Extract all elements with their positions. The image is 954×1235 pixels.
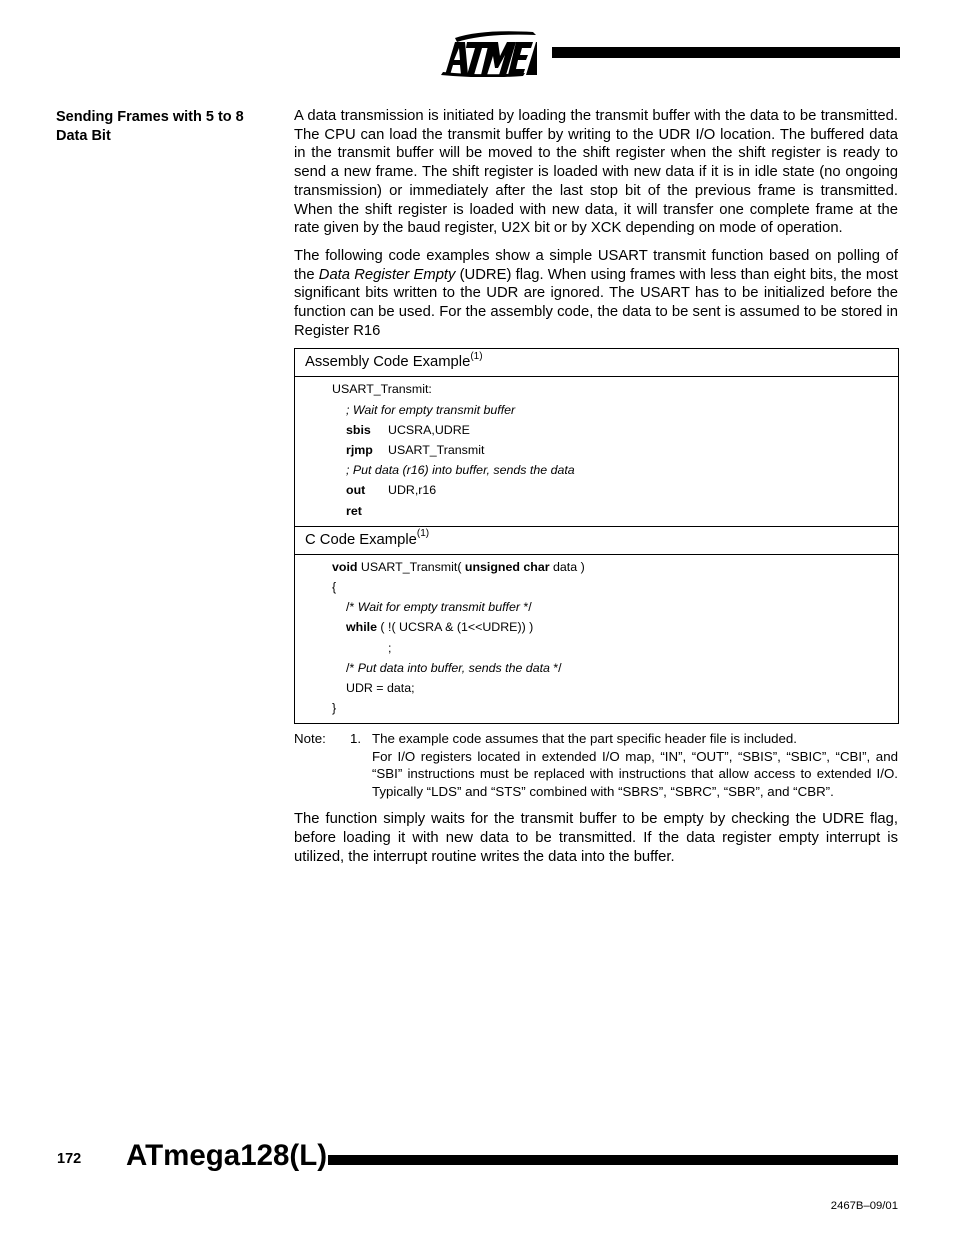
asm-operands: USART_Transmit: [388, 443, 485, 457]
asm-operands: UCSRA,UDRE: [388, 422, 470, 437]
assembly-footnote-ref: (1): [470, 350, 483, 362]
assembly-example-title: [295, 349, 898, 377]
c-comment-text: Put data into buffer, sends the data: [357, 660, 554, 675]
c-parameter: data ): [549, 559, 585, 574]
atmel-logo-icon: [441, 29, 537, 77]
c-comment: [295, 597, 898, 617]
c-code-block: [295, 555, 898, 724]
c-while-condition: ( !( UCSRA & (1<<UDRE)) ): [376, 620, 534, 635]
asm-instruction: [295, 501, 898, 521]
asm-comment: ; Put data (r16) into buffer, sends the data: [346, 463, 575, 478]
c-title-text: C Code Example: [305, 531, 417, 548]
note-line: The example code assumes that the part specific header file is included.: [372, 731, 797, 747]
footer-rule: [328, 1155, 898, 1165]
c-close-brace: }: [332, 701, 337, 716]
note-text: [372, 730, 898, 800]
c-keyword: void: [332, 559, 358, 574]
document-code: 2467B–09/01: [830, 1200, 898, 1212]
paragraph-code-intro: [294, 247, 898, 341]
paragraph-code-intro-emphasis: Data Register Empty: [318, 266, 456, 283]
c-function-name: USART_Transmit(: [357, 559, 465, 574]
note-label: Note:: [294, 731, 326, 747]
asm-mnemonic: sbis: [346, 422, 371, 437]
asm-mnemonic: rjmp: [346, 443, 373, 457]
note-line: For I/O registers located in extended I/O map, “IN”, “OUT”, “SBIS”, “SBIC”, “CBI”, and “SBI” instructions must be replaced with instructions that allow access to extended I/O. Typically “LDS” and “STS” combined with “SBRS”, “SBRC”, “SBR”, and “CBR”.: [372, 748, 898, 799]
c-open-brace: {: [332, 579, 337, 594]
c-keyword: unsigned char: [464, 559, 550, 574]
c-function-signature: [295, 557, 898, 577]
asm-instruction: [295, 480, 898, 500]
paragraph-code-intro-after: (UDRE) flag. When using frames with less than eight bits, the most significant bits written to the UDR are ignored. The USART has to be initialized before the function can be used. For the assembly code, the data to be sent is assumed to be stored in Register R16: [294, 266, 898, 339]
c-comment-start: /*: [346, 600, 358, 615]
document-title: ATmega128(L): [126, 1139, 328, 1172]
paragraph-intro: A data transmission is initiated by loading the transmit buffer with the data to be transmitted. The CPU can load the transmit buffer by writing to the UDR I/O location. The buffered data in the transmit buffer will be moved to the shift register when the shift register is ready to send a new frame. The shift register is loaded with new data if it is in idle state (no ongoing transmission) or immediately after the last stop bit of the previous frame is transmitted. When the shift register is loaded with new data, it will transfer one complete frame at the rate given by the baud register, U2X bit or by XCK depending on mode of operation.: [294, 108, 898, 237]
code-example-table: [294, 348, 899, 724]
assembly-title-text: Assembly Code Example: [305, 354, 471, 371]
assembly-code-block: [295, 377, 898, 525]
c-comment-end: */: [553, 660, 562, 675]
c-footnote-ref: (1): [416, 527, 430, 539]
asm-instruction: [295, 440, 898, 460]
c-comment-start: /*: [346, 660, 358, 675]
c-comment-text: Wait for empty transmit buffer: [357, 600, 524, 615]
paragraph-code-intro-before: The following code examples show a simple USART transmit function based on polling of the: [294, 247, 898, 283]
section-heading: Sending Frames with 5 to 8 Data Bit: [56, 109, 244, 144]
c-keyword: while: [346, 620, 377, 635]
paragraph-summary: The function simply waits for the transmit buffer to be empty by checking the UDRE flag, before loading it with new data to be transmitted. If the data register empty interrupt is utilized, the interrupt routine writes the data into the buffer.: [294, 811, 898, 865]
asm-mnemonic: out: [346, 483, 366, 498]
main-content: [294, 107, 898, 866]
c-comment-end: */: [523, 600, 532, 615]
asm-comment: ; Wait for empty transmit buffer: [346, 402, 516, 417]
c-example-title: [295, 526, 898, 555]
c-empty-statement: ;: [388, 640, 392, 655]
c-while-line: [295, 617, 898, 637]
footnote: [294, 730, 898, 800]
asm-mnemonic: ret: [346, 503, 362, 518]
c-comment: [295, 658, 898, 678]
page-number: 172: [57, 1151, 82, 1167]
asm-instruction: [295, 420, 898, 440]
c-assignment: UDR = data;: [346, 680, 415, 695]
asm-operands: UDR,r16: [388, 483, 437, 498]
asm-label: USART_Transmit:: [332, 382, 432, 397]
header-rule: [552, 47, 900, 58]
note-number: 1.: [350, 731, 362, 747]
